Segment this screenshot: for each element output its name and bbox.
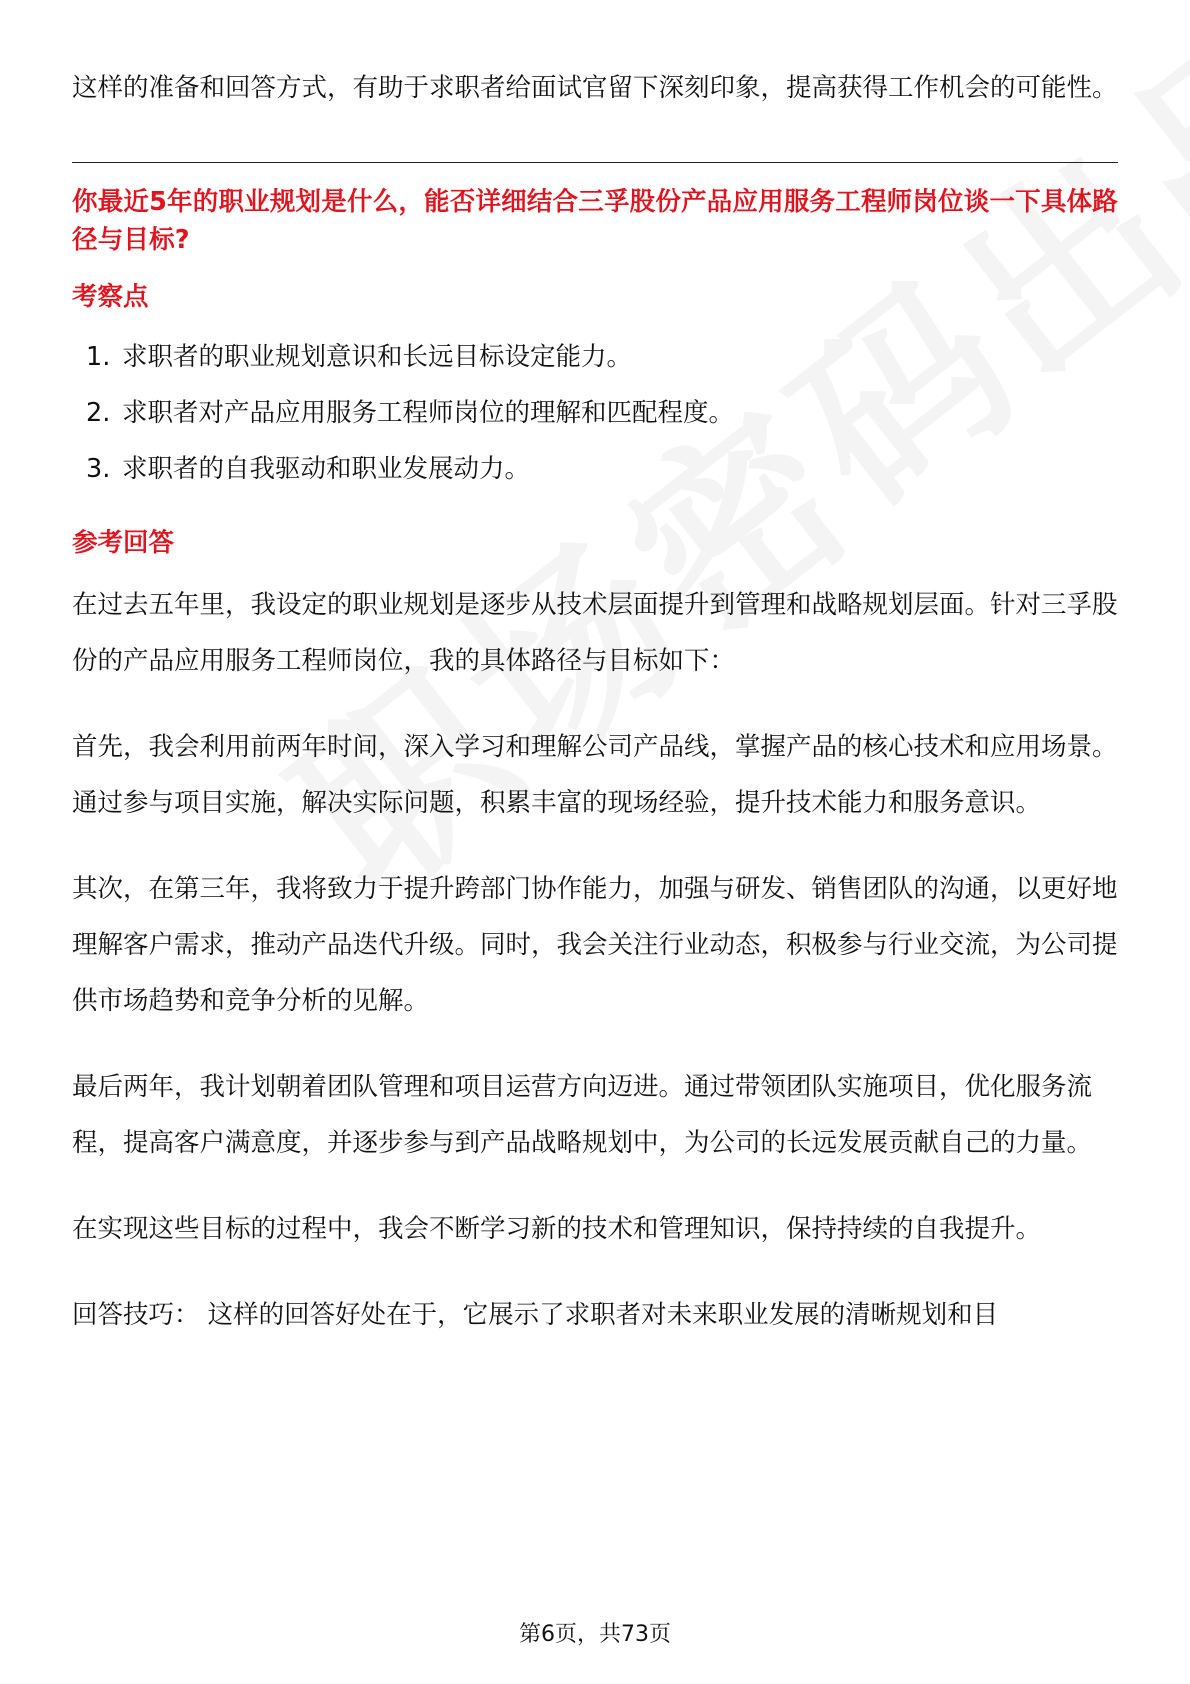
- list-item-text: 求职者对产品应用服务工程师岗位的理解和匹配程度。: [122, 398, 735, 428]
- list-item-text: 求职者的自我驱动和职业发展动力。: [122, 454, 531, 484]
- list-item-number: 3.: [86, 454, 111, 484]
- answer-paragraph: 其次，在第三年，我将致力于提升跨部门协作能力，加强与研发、销售团队的沟通，以更好地理解客户需求，推动产品迭代升级。同时，我会关注行业动态，积极参与行业交流，为公司提供市场趋势和竞争分析的见解。: [72, 874, 1118, 1016]
- answer-paragraph: 在过去五年里，我设定的职业规划是逐步从技术层面提升到管理和战略规划层面。针对三孚股份的产品应用服务工程师岗位，我的具体路径与目标如下：: [72, 590, 1118, 676]
- question-heading: 你最近5年的职业规划是什么，能否详细结合三孚股份产品应用服务工程师岗位谈一下具体路径与目标?: [72, 187, 1118, 255]
- answer-paragraph: 最后两年，我计划朝着团队管理和项目运营方向迈进。通过带领团队实施项目，优化服务流程，提高客户满意度，并逐步参与到产品战略规划中，为公司的长远发展贡献自己的力量。: [72, 1072, 1093, 1158]
- exam-points-list: [72, 329, 1118, 497]
- section-divider: [72, 162, 1118, 163]
- list-item-number: 1.: [86, 342, 111, 372]
- list-item-number: 2.: [86, 398, 111, 428]
- page-content: [72, 60, 1118, 1343]
- exam-points-title: 考察点: [72, 282, 149, 312]
- reference-answer-title: 参考回答: [72, 528, 175, 558]
- intro-paragraph: 这样的准备和回答方式，有助于求职者给面试官留下深刻印象，提高获得工作机会的可能性。: [72, 73, 1118, 103]
- page-footer: 第6页，共73页: [519, 1622, 671, 1647]
- list-item: [86, 441, 1118, 497]
- list-item: [86, 385, 1118, 441]
- tips-paragraph: 回答技巧： 这样的回答好处在于，它展示了求职者对未来职业发展的清晰规划和目: [72, 1300, 999, 1330]
- list-item-text: 求职者的职业规划意识和长远目标设定能力。: [122, 342, 633, 372]
- answer-paragraph: 在实现这些目标的过程中，我会不断学习新的技术和管理知识，保持持续的自我提升。: [72, 1214, 1042, 1244]
- list-item: [86, 329, 1118, 385]
- answer-paragraph: 首先，我会利用前两年时间，深入学习和理解公司产品线，掌握产品的核心技术和应用场景。通过参与项目实施，解决实际问题，积累丰富的现场经验，提升技术能力和服务意识。: [72, 732, 1118, 818]
